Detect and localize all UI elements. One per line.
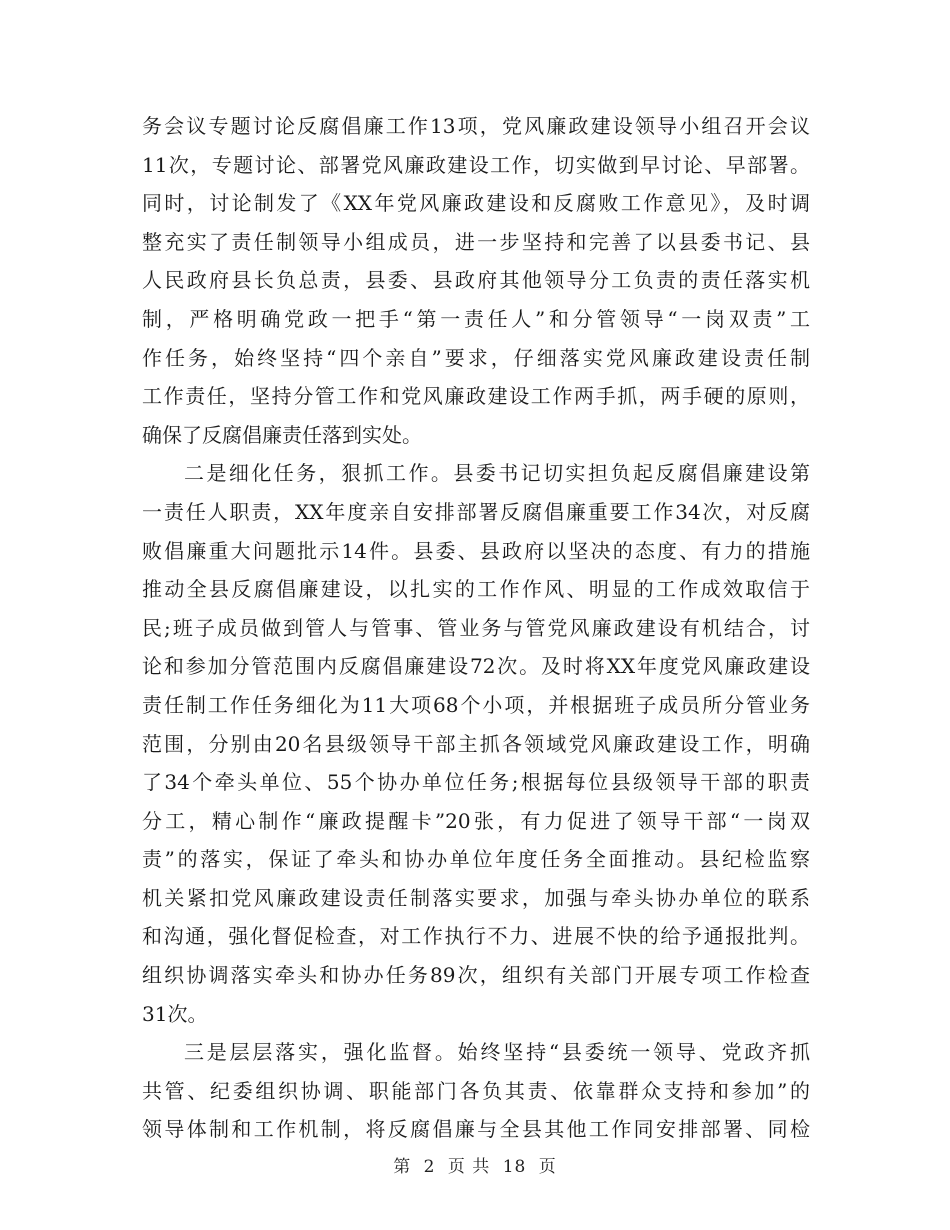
footer-total-pages: 18 (502, 1157, 527, 1177)
text-line: 败倡廉重大问题批示14件。县委、县政府以坚决的态度、有力的措施 (142, 538, 810, 563)
text-line: 机关紧扣党风廉政建设责任制落实要求，加强与牵头协办单位的联系 (142, 885, 810, 910)
page-footer (0, 1152, 950, 1177)
text-line: 31次。 (142, 1001, 208, 1026)
text-line: 同时，讨论制发了《XX年党风廉政建设和反腐败工作意见》，及时调 (142, 191, 810, 216)
text-line: 分工，精心制作“廉政提醒卡”20张，有力促进了领导干部“一岗双 (142, 808, 810, 833)
text-line: 共管、纪委组织协调、职能部门各负其责、依靠群众支持和参加”的 (142, 1078, 810, 1103)
text-line: 论和参加分管范围内反腐倡廉建设72次。及时将XX年度党风廉政建设 (142, 654, 810, 679)
document-body (142, 107, 810, 1149)
text-line: 整充实了责任制领导小组成员，进一步坚持和完善了以县委书记、县 (142, 229, 810, 254)
text-line: 责任制工作任务细化为11大项68个小项，并根据班子成员所分管业务 (142, 692, 810, 717)
footer-middle: 页 共 (447, 1157, 491, 1177)
text-line: 务会议专题讨论反腐倡廉工作13项，党风廉政建设领导小组召开会议 (142, 114, 810, 138)
text-line: 组织协调落实牵头和协办任务89次，组织有关部门开展专项工作检查 (142, 963, 810, 988)
text-line: 领导体制和工作机制，将反腐倡廉与全县其他工作同安排部署、同检 (142, 1117, 810, 1142)
text-line: 11次，专题讨论、部署党风廉政建设工作，切实做到早讨论、早部署。 (142, 152, 810, 177)
text-line: 二是细化任务，狠抓工作。县委书记切实担负起反腐倡廉建设第 (184, 461, 810, 486)
text-line: 制，严格明确党政一把手“第一责任人”和分管领导“一岗双责”工 (142, 306, 810, 331)
text-line: 作任务，始终坚持“四个亲自”要求，仔细落实党风廉政建设责任制 (142, 345, 810, 370)
text-line: 范围，分别由20名县级领导干部主抓各领域党风廉政建设工作，明确 (142, 731, 810, 756)
footer-prefix: 第 (393, 1157, 412, 1177)
text-line: 一责任人职责，XX年度亲自安排部署反腐倡廉重要工作34次，对反腐 (142, 499, 810, 524)
text-line: 和沟通，强化督促检查，对工作执行不力、进展不快的给予通报批判。 (142, 924, 810, 949)
text-line: 人民政府县长负总责，县委、县政府其他领导分工负责的责任落实机 (142, 268, 810, 293)
text-line: 工作责任，坚持分管工作和党风廉政建设工作两手抓，两手硬的原则， (142, 384, 810, 409)
text-line: 推动全县反腐倡廉建设，以扎实的工作作风、明显的工作成效取信于 (142, 577, 810, 602)
footer-suffix: 页 (538, 1157, 557, 1177)
text-line: 责”的落实，保证了牵头和协办单位年度任务全面推动。县纪检监察 (142, 847, 810, 872)
text-line: 民;班子成员做到管人与管事、管业务与管党风廉政建设有机结合，讨 (142, 615, 810, 640)
text-line: 了34个牵头单位、55个协办单位任务;根据每位县级领导干部的职责 (142, 770, 810, 795)
footer-current-page: 2 (423, 1157, 436, 1177)
text-line: 确保了反腐倡廉责任落到实处。 (142, 422, 422, 447)
text-line: 三是层层落实，强化监督。始终坚持“县委统一领导、党政齐抓 (184, 1040, 810, 1065)
